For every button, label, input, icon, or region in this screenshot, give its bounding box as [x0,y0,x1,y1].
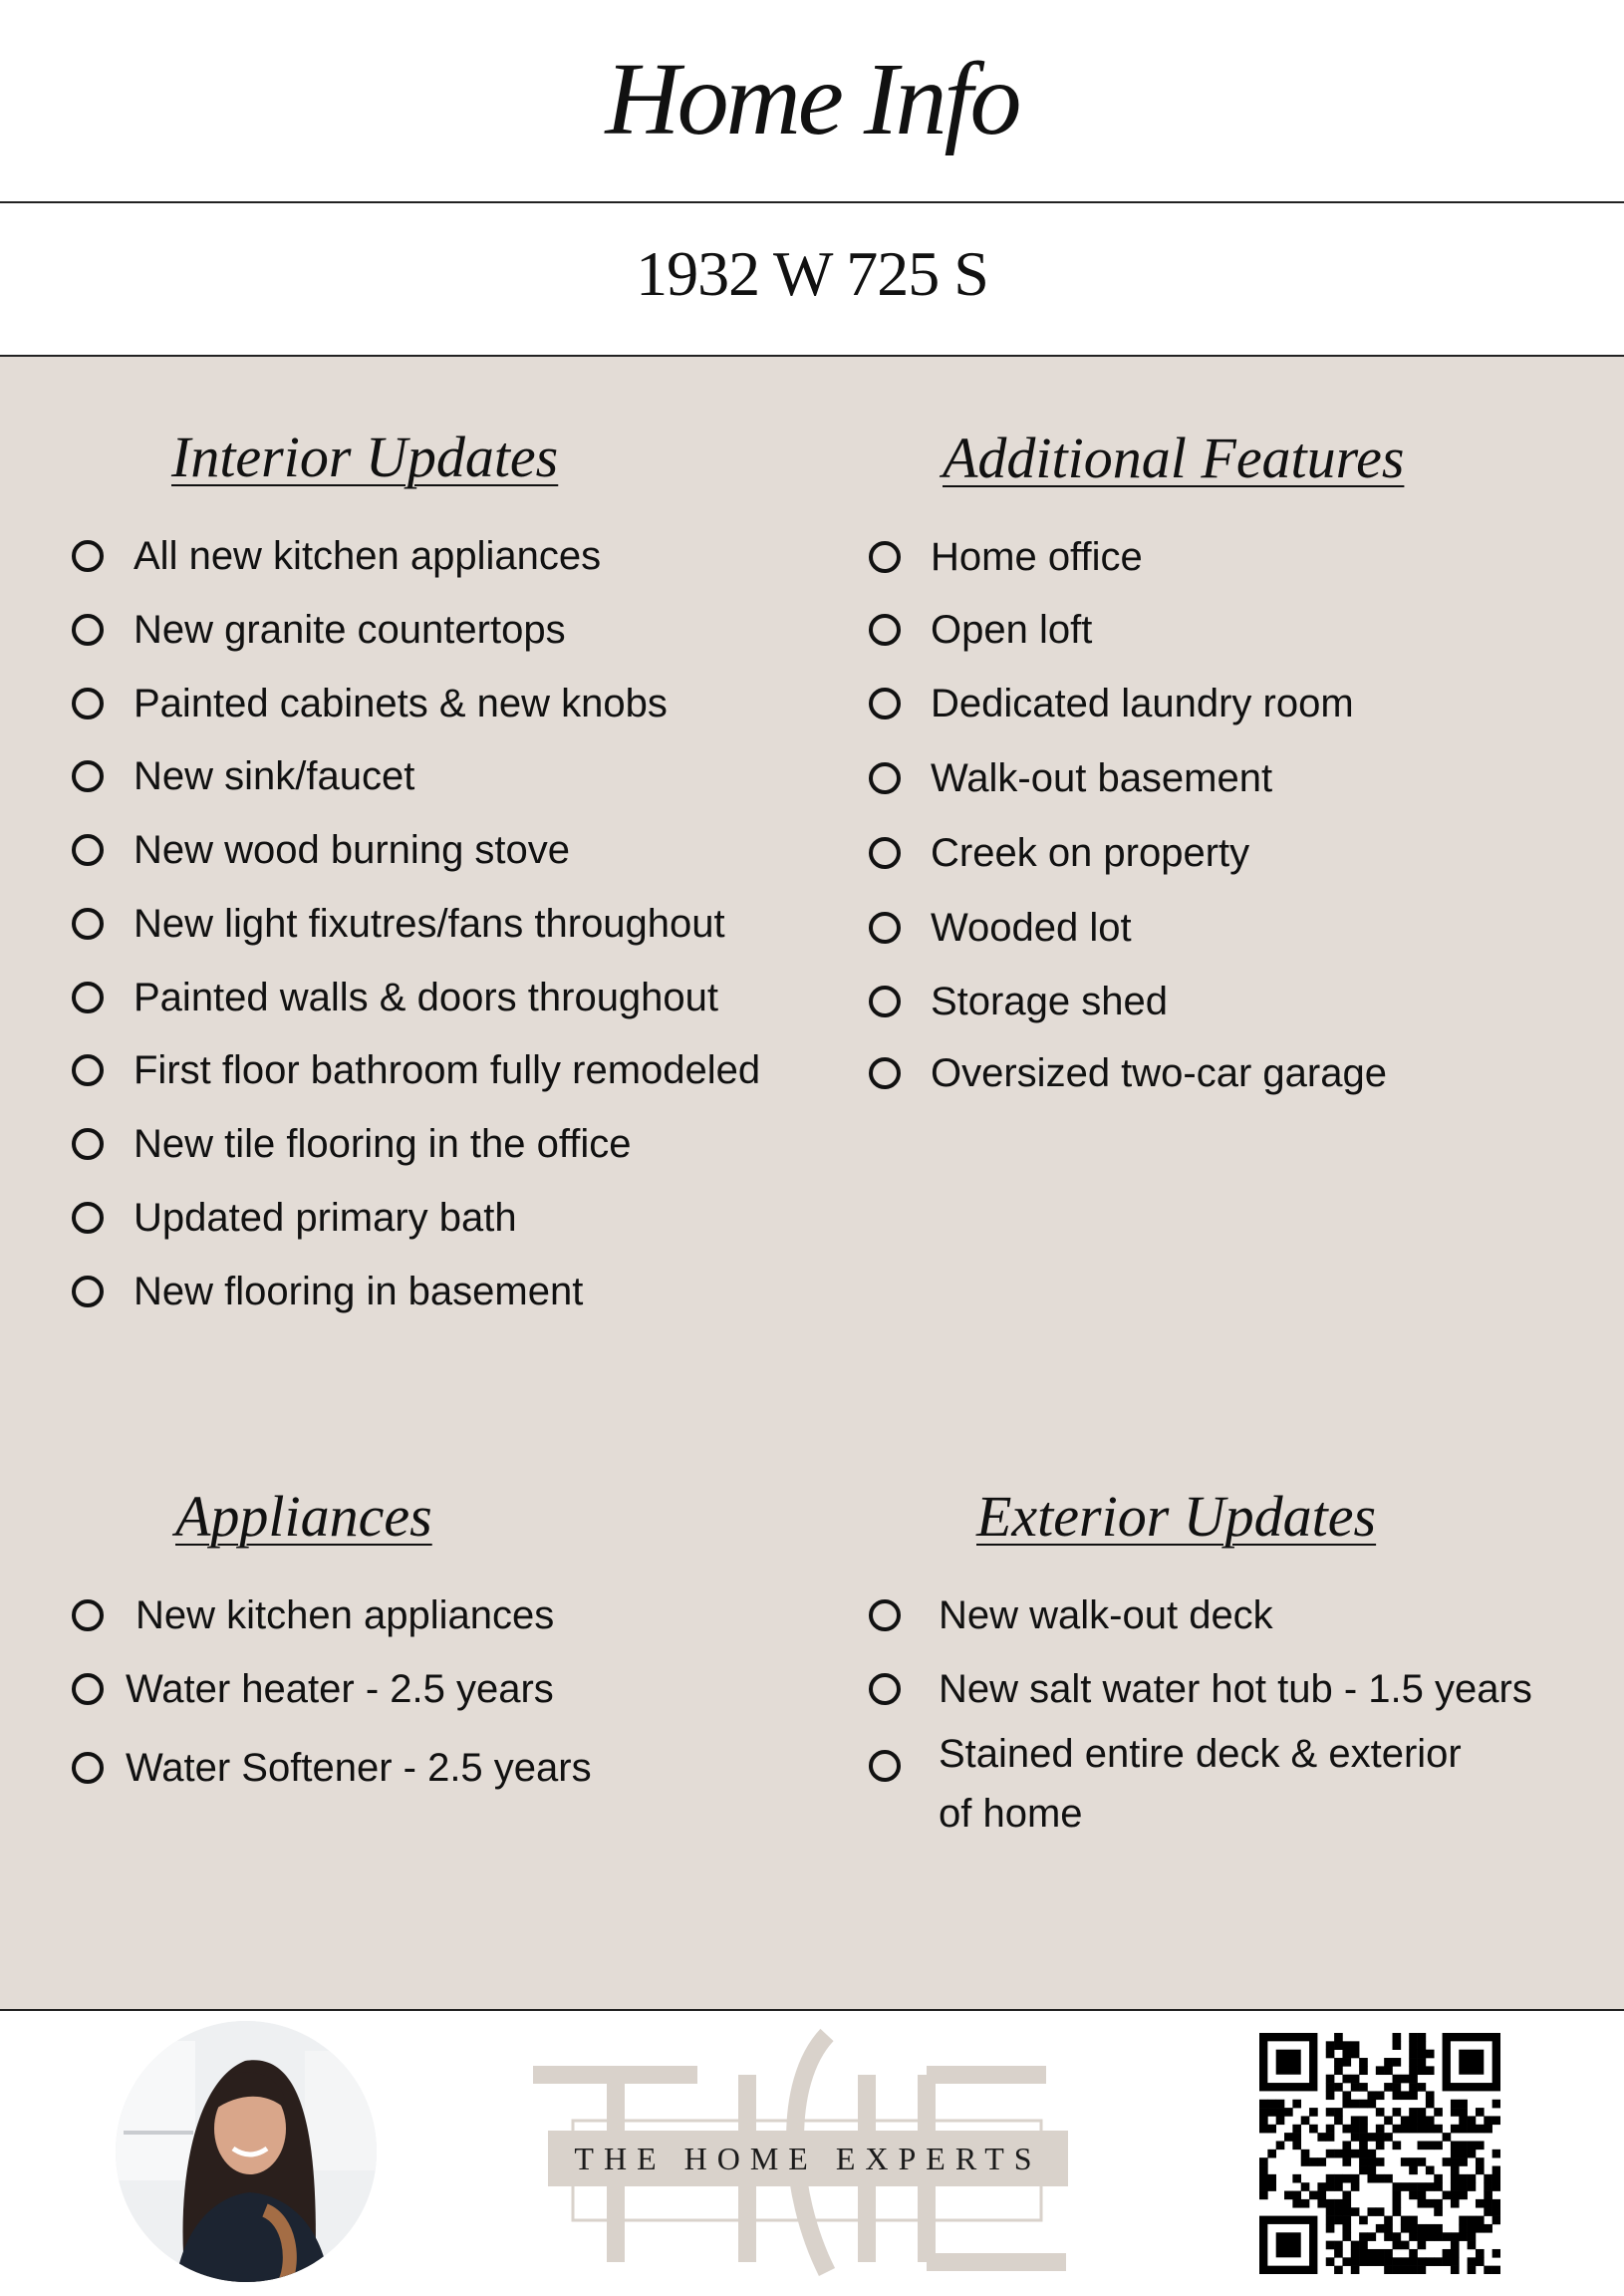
checkbox-circle-icon [72,1752,104,1784]
checkbox-circle-icon [869,762,901,794]
exterior-updates-heading: Exterior Updates [976,1484,1377,1549]
list-item: Painted walls & doors throughout [72,975,718,1020]
list-item: New sink/faucet [72,753,414,799]
list-item: New salt water hot tub - 1.5 years [869,1666,1532,1712]
checkbox-circle-icon [72,1202,104,1234]
checkbox-circle-icon [869,1673,901,1705]
checkbox-circle-icon [72,1599,104,1631]
home-experts-logo [528,2023,1086,2280]
checkbox-circle-icon [72,1673,104,1705]
qr-code[interactable] [1259,2033,1500,2274]
list-item: New kitchen appliances [72,1592,554,1638]
checkbox-circle-icon [72,760,104,792]
list-item: Stained entire deck & exterior of home [869,1724,1462,1844]
checkbox-circle-icon [72,688,104,719]
list-item: Oversized two-car garage [869,1050,1387,1096]
list-item: Updated primary bath [72,1195,517,1241]
checkbox-circle-icon [869,986,901,1017]
checkbox-circle-icon [869,1750,901,1782]
qr-code-icon [1259,2033,1500,2274]
list-item: New flooring in basement [72,1269,583,1314]
checkbox-circle-icon [869,1599,901,1631]
list-item: New tile flooring in the office [72,1121,632,1167]
checkbox-circle-icon [72,834,104,866]
features-panel [0,357,1624,2009]
checkbox-circle-icon [72,540,104,572]
list-item: New granite countertops [72,607,566,653]
checkbox-circle-icon [869,912,901,944]
interior-updates-heading: Interior Updates [171,425,559,489]
divider-footer [0,2009,1624,2011]
property-address: 1932 W 725 S [636,238,988,309]
checkbox-circle-icon [869,614,901,646]
additional-features-heading: Additional Features [943,426,1405,490]
list-item: New light fixutres/fans throughout [72,901,725,947]
list-item: Open loft [869,607,1092,653]
list-item: New wood burning stove [72,827,570,873]
list-item: Water heater - 2.5 years [72,1666,554,1712]
appliances-heading: Appliances [175,1484,432,1549]
list-item: Storage shed [869,979,1168,1024]
list-item: Water Softener - 2.5 years [72,1745,592,1791]
checkbox-circle-icon [869,837,901,869]
list-item: Creek on property [869,830,1249,876]
divider-top [0,201,1624,203]
logo-wordmark: THE HOME EXPERTS [574,2141,1042,2176]
checkbox-circle-icon [72,1128,104,1160]
list-item: New walk-out deck [869,1592,1273,1638]
checkbox-circle-icon [72,614,104,646]
list-item: Walk-out basement [869,755,1272,801]
list-item: All new kitchen appliances [72,533,601,579]
list-item: First floor bathroom fully remodeled [72,1047,760,1093]
list-item: Wooded lot [869,905,1132,951]
checkbox-circle-icon [72,1276,104,1307]
checkbox-circle-icon [72,908,104,940]
checkbox-circle-icon [72,1054,104,1086]
page-title: Home Info [605,42,1019,156]
list-item: Painted cabinets & new knobs [72,681,668,726]
list-item: Home office [869,534,1143,580]
checkbox-circle-icon [869,1057,901,1089]
list-item: Dedicated laundry room [869,681,1354,726]
agent-photo [116,2021,377,2282]
checkbox-circle-icon [72,982,104,1013]
checkbox-circle-icon [869,541,901,573]
checkbox-circle-icon [869,688,901,719]
